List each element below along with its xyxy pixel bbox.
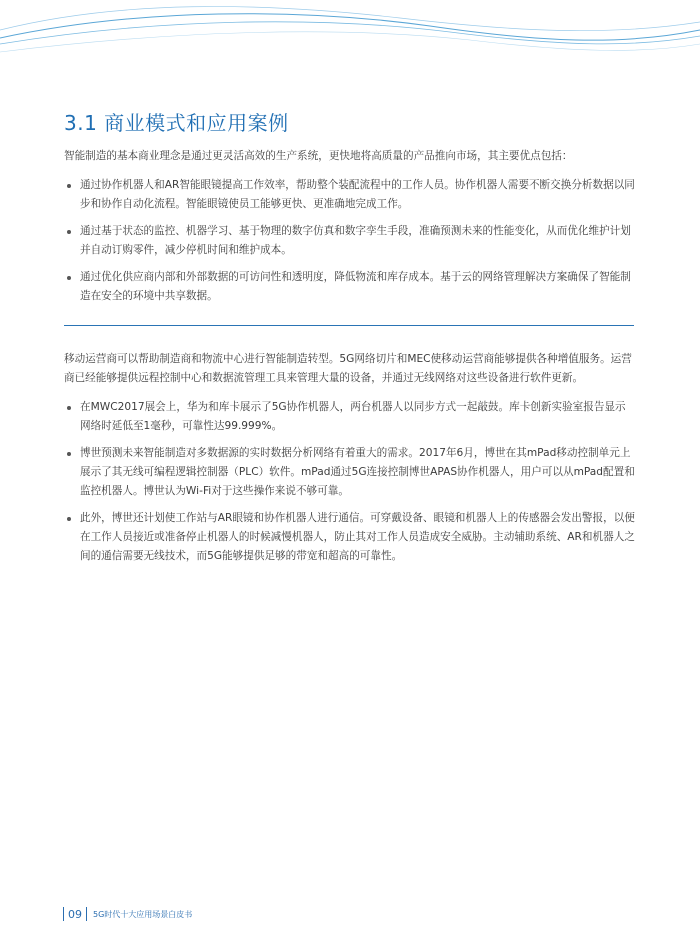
page-footer	[63, 906, 192, 922]
bullet-icon	[67, 230, 71, 234]
list-item-text: 此外，博世还计划使工作站与AR眼镜和协作机器人进行通信。可穿戴设备、眼镜和机器人上的传感器会发出警报，以便在工作人员接近或准备停止机器人的时候减慢机器人，防止其对工作人员造成安全威胁。主动辅助系统、AR和机器人之间的通信需要无线技术，而5G能够提供足够的带宽和超高的可靠性。	[80, 512, 635, 562]
list-item	[64, 398, 636, 436]
list-item-text: 在MWC2017展会上，华为和库卡展示了5G协作机器人，两台机器人以同步方式一起敲鼓。库卡创新实验室报告显示网络时延低至1毫秒，可靠性达99.999%。	[80, 401, 626, 432]
footer-doc-title: 5G时代十大应用场景白皮书	[93, 909, 193, 919]
benefits-list	[64, 176, 636, 314]
list-item-text: 通过优化供应商内部和外部数据的可访问性和透明度，降低物流和库存成本。基于云的网络管理解决方案确保了智能制造在安全的环境中共享数据。	[80, 271, 631, 302]
list-item	[64, 222, 636, 260]
section-title: 3.1 商业模式和应用案例	[64, 111, 289, 135]
bullet-icon	[67, 452, 71, 456]
bullet-icon	[67, 406, 71, 410]
section-intro: 智能制造的基本商业理念是通过更灵活高效的生产系统，更快地将高质量的产品推向市场，其主要优点包括：	[64, 150, 573, 162]
bullet-icon	[67, 276, 71, 280]
list-item	[64, 176, 636, 214]
list-item-text: 博世预测未来智能制造对多数据源的实时数据分析网络有着重大的需求。2017年6月，博世在其mPad移动控制单元上展示了其无线可编程逻辑控制器（PLC）软件。mPad通过5G连接控制博世APAS协作机器人，用户可以从mPad配置和监控机器人。博世认为Wi-Fi对于这些操作来说不够可靠。	[80, 447, 635, 497]
bullet-icon	[67, 517, 71, 521]
header-wave-decoration	[0, 0, 700, 70]
list-item	[64, 444, 636, 501]
bullet-icon	[67, 184, 71, 188]
list-item	[64, 268, 636, 306]
list-item	[64, 509, 636, 566]
list-item-text: 通过基于状态的监控、机器学习、基于物理的数字仿真和数字孪生手段，准确预测未来的性能变化，从而优化维护计划并自动订购零件，减少停机时间和维护成本。	[80, 225, 631, 256]
case-intro: 移动运营商可以帮助制造商和物流中心进行智能制造转型。5G网络切片和MEC使移动运营商能够提供各种增值服务。运营商已经能够提供远程控制中心和数据流管理工具来管理大量的设备，并通过无线网络对这些设备进行软件更新。	[64, 353, 632, 384]
section-divider	[64, 325, 634, 326]
list-item-text: 通过协作机器人和AR智能眼镜提高工作效率，帮助整个装配流程中的工作人员。协作机器人需要不断交换分析数据以同步和协作自动化流程。智能眼镜使员工能够更快、更准确地完成工作。	[80, 179, 635, 210]
footer-bar-right	[86, 907, 87, 921]
case-list	[64, 398, 636, 574]
page-number: 09	[68, 907, 82, 921]
